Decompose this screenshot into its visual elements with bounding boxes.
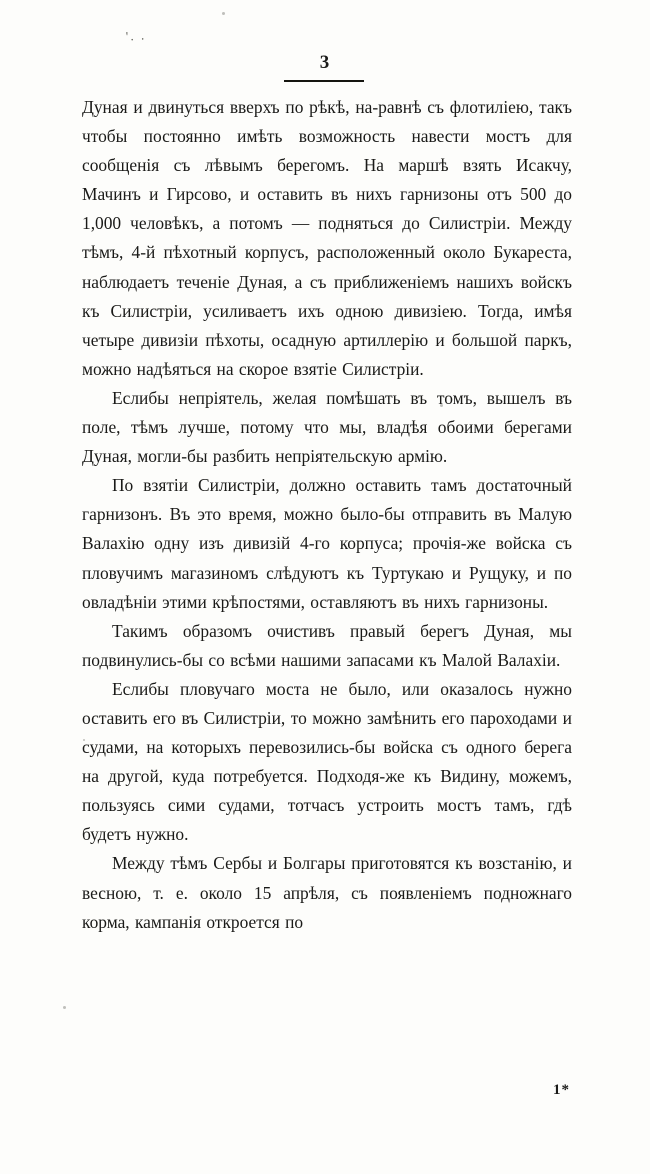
margin-pencil-mark: '. .: [125, 27, 147, 44]
paragraph: Еслибы пловучаго моста не было, или оказалось нужно оставить его въ Силистрiи, то можно замѣнить его пароходами и судами, на которыхъ перевозились-бы войска съ одного берега на другой, куда потребуется. Подходя-же къ Видину, можемъ, пользуясь сими судами, тотчасъ устроить мостъ тамъ, гдѣ будетъ нужно.: [82, 678, 572, 845]
signature-mark: 1*: [553, 1082, 570, 1098]
paragraph: По взятiи Силистрiи, должно оставить тамъ достаточный гарнизонъ. Въ это время, можно было-бы отправить въ Малую Валахiю одну изъ дивизiй 4-го корпуса; прочiя-же войска съ пловучимъ магазиномъ слѣдуютъ къ Туртукаю и Рущуку, и по овладѣнiи этими крѣпостями, оставляютъ въ нихъ гарнизоны.: [82, 475, 572, 612]
paragraph: Еслибы непрiятель, желая помѣшать въ томъ, вышелъ въ поле, тѣмъ лучше, потому что мы, владѣя обоими берегами Дуная, могли-бы разбить непрiятельскую армiю.: [82, 387, 572, 467]
paragraph: Дуная и двинуться вверхъ по рѣкѣ, на-равнѣ съ флотилiею, такъ чтобы постоянно имѣть возможность навести мостъ для сообщенiя съ лѣвымъ берегомъ. На маршѣ взять Исакчу, Мачинъ и Гирсово, и оставить въ нихъ гарнизоны отъ 500 до 1,000 человѣкъ, а потомъ — подняться до Силистрiи. Между тѣмъ, 4-й пѣхотный корпусъ, расположенный около Букареста, наблюдаетъ теченiе Дуная, а съ приближенiемъ нашихъ войскъ къ Силистрiи, усиливаетъ ихъ одною дивизiею. Тогда, имѣя четыре дивизiи пѣхоты, осадную артиллерiю и большой паркъ, можно надѣяться на скорое взятiе Силистрiи.: [82, 97, 572, 379]
page-number: 3: [319, 52, 331, 73]
paragraph: Между тѣмъ Сербы и Болгары приготовятся къ возстанiю, и весною, т. е. около 15 апрѣля, съ появленiемъ подножнаго корма, кампанiя откроется по: [82, 853, 572, 932]
page-speck: [222, 12, 225, 15]
page-speck: [63, 1006, 66, 1009]
body-text: [82, 93, 572, 937]
header-rule: [284, 80, 364, 82]
paragraph: Такимъ образомъ очистивъ правый берегъ Дуная, мы подвинулись-бы со всѣми нашими запасами къ Малой Валахiи.: [82, 620, 572, 670]
